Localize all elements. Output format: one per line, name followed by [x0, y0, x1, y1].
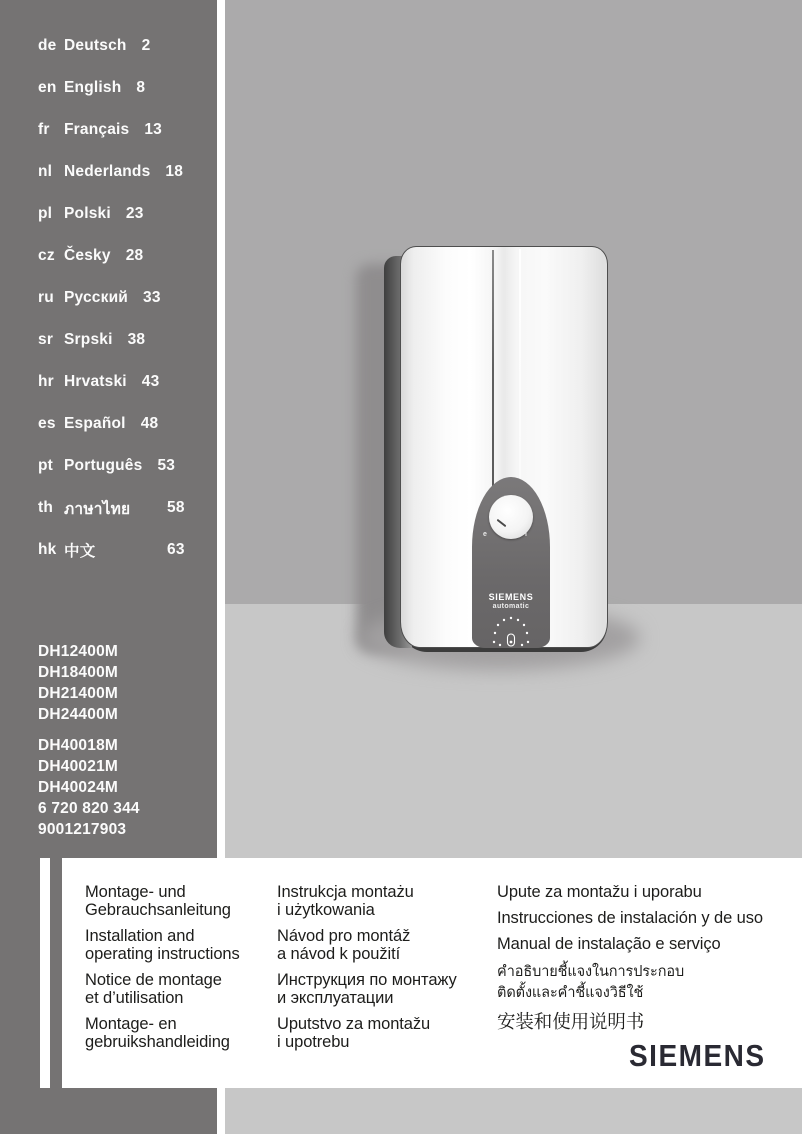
dial-mark-left: e	[483, 531, 487, 538]
language-row-de	[38, 25, 185, 67]
titles-column-1	[85, 884, 240, 1051]
language-code: es	[38, 415, 56, 432]
title-line: Montage- en	[85, 1015, 177, 1033]
title-line: et d’utilisation	[85, 988, 184, 1007]
title-line: operating instructions	[85, 944, 240, 963]
language-code: hk	[38, 541, 57, 558]
title-de	[85, 884, 240, 919]
title-cz	[277, 928, 457, 963]
language-name: 中文	[64, 543, 96, 560]
title-line: Инструкция по монтажу	[277, 971, 457, 989]
language-name: Hrvatski	[64, 373, 127, 390]
left-margin-stripe	[0, 858, 40, 1088]
language-index	[38, 25, 185, 571]
title-ru	[277, 972, 457, 1007]
title-fr	[85, 972, 240, 1007]
language-page-number: 58	[167, 499, 185, 516]
title-line: Návod pro montáž	[277, 927, 411, 945]
language-page-number: 28	[125, 247, 144, 264]
model-number: DH12400M	[38, 643, 119, 660]
title-line: Installation and	[85, 927, 195, 945]
title-line: Montage- und	[85, 883, 186, 901]
language-row-en	[38, 67, 185, 109]
title-nl	[85, 1016, 240, 1051]
left-margin-stripe-thin	[50, 858, 62, 1088]
language-row-ru	[38, 277, 185, 319]
language-row-sr	[38, 319, 185, 361]
title-pt: Manual de instalação e serviço	[497, 935, 721, 953]
language-page-number: 13	[144, 121, 163, 138]
language-row-hk	[38, 529, 185, 571]
language-code: pl	[38, 205, 53, 222]
title-th-line2: ติดตั้งและคำชี้แจงวิธีใช้	[497, 985, 644, 1001]
model-group-2	[38, 735, 140, 840]
model-number: DH40018M	[38, 737, 119, 754]
language-code: pt	[38, 457, 54, 474]
language-code: fr	[38, 121, 50, 138]
title-sr	[277, 1016, 457, 1051]
title-line: Uputstvo za montažu	[277, 1015, 431, 1033]
language-page-number: 53	[157, 457, 176, 474]
material-number: 9001217903	[38, 821, 127, 838]
language-name: Русский	[64, 289, 129, 306]
language-code: de	[38, 37, 57, 54]
model-number: DH21400M	[38, 685, 119, 702]
device-mode-label: automatic	[492, 603, 530, 610]
language-row-pt	[38, 445, 185, 487]
title-line: Notice de montage	[85, 971, 222, 989]
language-page-number: 63	[167, 541, 185, 558]
title-line: a návod k použití	[277, 944, 401, 963]
language-page-number: 33	[143, 289, 161, 306]
language-name: Česky	[64, 247, 111, 264]
language-code: th	[38, 499, 54, 516]
title-en	[85, 928, 240, 963]
language-code: ru	[38, 289, 54, 306]
titles-column-2	[277, 884, 457, 1051]
language-row-th	[38, 487, 185, 529]
language-row-cz	[38, 235, 185, 277]
language-code: en	[38, 79, 57, 96]
language-page-number: 8	[136, 79, 146, 96]
model-number: DH18400M	[38, 664, 119, 681]
language-name: Nederlands	[64, 163, 151, 180]
language-code: sr	[38, 331, 54, 348]
title-hk: 安装和使用说明书	[497, 1011, 645, 1032]
footer-band-left	[0, 1088, 217, 1134]
title-line: i upotrebu	[277, 1032, 350, 1051]
language-name: ภาษาไทย	[64, 500, 131, 518]
model-number: DH40021M	[38, 758, 119, 775]
order-number: 6 720 820 344	[38, 800, 140, 817]
title-es: Instrucciones de instalación y de uso	[497, 909, 763, 927]
language-page-number: 48	[140, 415, 159, 432]
language-code: hr	[38, 373, 54, 390]
model-group-1	[38, 641, 140, 725]
language-name: Français	[64, 121, 130, 138]
footer-band-right	[225, 1088, 802, 1134]
title-th-line1: คำอธิบายชี้แจงในการประกอบ	[497, 964, 685, 980]
title-line: Instrukcja montażu	[277, 883, 414, 901]
language-row-es	[38, 403, 185, 445]
title-hr: Upute za montažu i uporabu	[497, 883, 702, 901]
language-code: nl	[38, 163, 53, 180]
language-name: English	[64, 79, 122, 96]
language-row-fr	[38, 109, 185, 151]
title-line: и эксплуатации	[277, 988, 394, 1007]
language-name: Deutsch	[64, 37, 127, 54]
device-brand-label: SIEMENS	[488, 592, 534, 602]
language-code: cz	[38, 247, 55, 264]
language-row-nl	[38, 151, 185, 193]
language-page-number: 43	[141, 373, 160, 390]
dial-mark-right: I	[525, 531, 527, 538]
language-row-hr	[38, 361, 185, 403]
language-name: Polski	[64, 205, 111, 222]
title-line: Gebrauchsanleitung	[85, 900, 231, 919]
model-number: DH24400M	[38, 706, 119, 723]
language-row-pl	[38, 193, 185, 235]
siemens-logo: SIEMENS	[629, 1039, 766, 1073]
language-name: Srpski	[64, 331, 113, 348]
language-page-number: 18	[165, 163, 184, 180]
language-page-number: 38	[127, 331, 146, 348]
title-line: gebruikshandleiding	[85, 1032, 230, 1051]
title-pl	[277, 884, 457, 919]
language-page-number: 23	[125, 205, 144, 222]
dial-pointer-icon	[497, 519, 507, 527]
language-name: Español	[64, 415, 126, 432]
titles-column-3	[497, 884, 763, 1033]
language-page-number: 2	[141, 37, 151, 54]
model-number-list	[38, 641, 140, 840]
model-number: DH40024M	[38, 779, 119, 796]
language-name: Português	[64, 457, 143, 474]
title-line: i użytkowania	[277, 900, 375, 919]
indicator-dots-icon	[488, 615, 534, 651]
